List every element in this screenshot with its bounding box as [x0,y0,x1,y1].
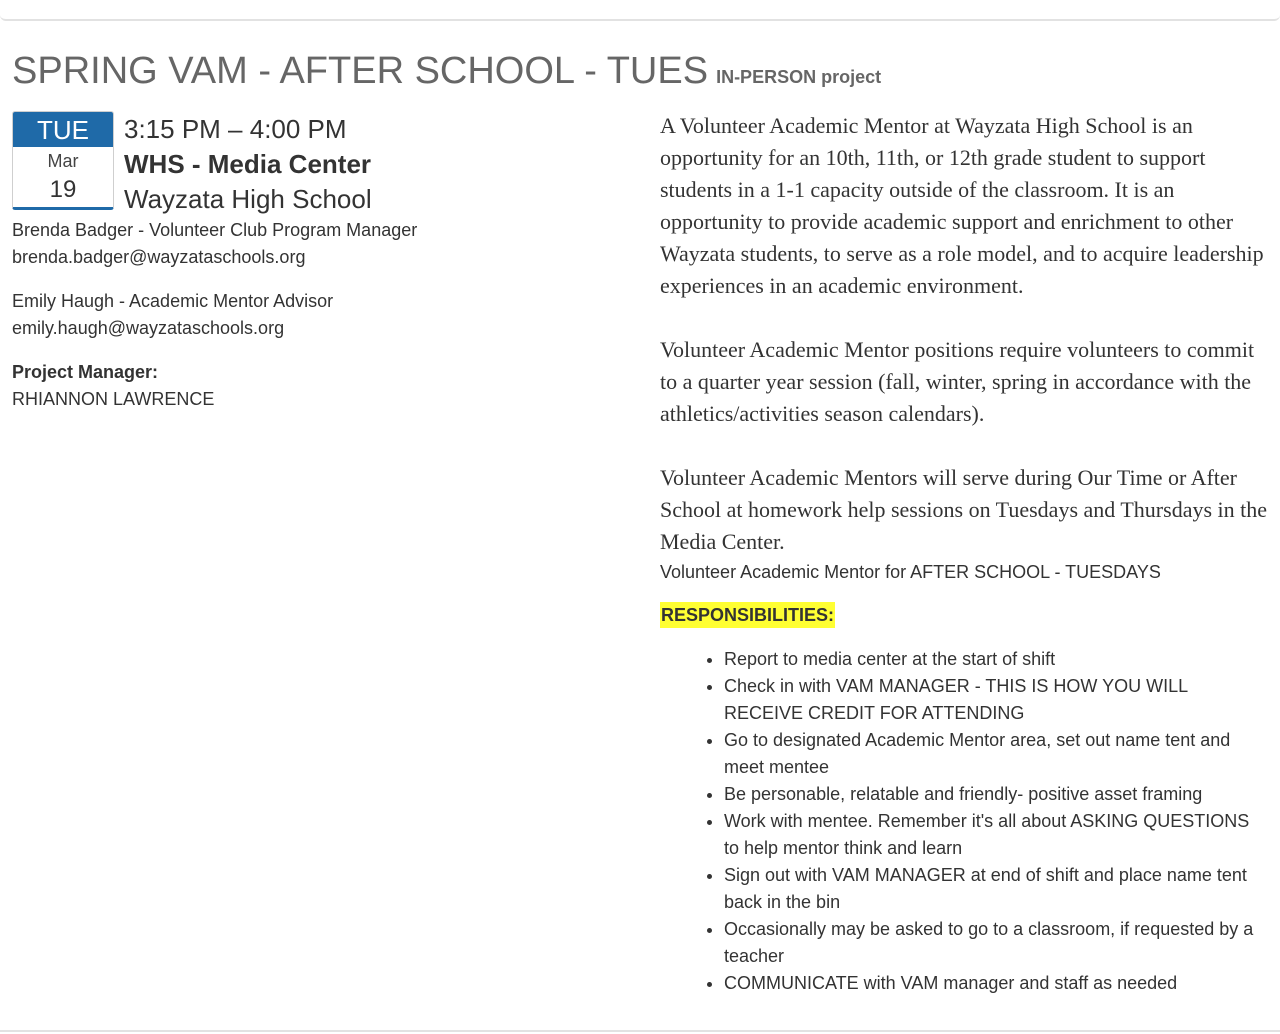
contact-block [12,217,417,271]
event-school: Wayzata High School [124,184,372,214]
list-item: • Occasionally may be asked to go to a classroom, if requested by a teacher [724,916,1260,970]
contact-block [12,288,417,342]
description-paragraph: Volunteer Academic Mentor positions require volunteers to commit to a quarter year session (fall, winter, spring in accordance with the athletics/activities season calendars). [660,337,1255,426]
list-item: • Report to media center at the start of shift [724,646,1260,673]
date-day-of-week: TUE [13,112,113,147]
event-location: WHS - Media Center [124,149,372,179]
role-line: Volunteer Academic Mentor for AFTER SCHOOL - TUESDAYS [660,562,1161,582]
contact-email: emily.haugh@wayzataschools.org [12,318,285,338]
project-manager-block [12,359,417,413]
top-panel-edge [0,0,1280,21]
contact-email: brenda.badger@wayzataschools.org [12,247,306,267]
project-description [660,110,1270,558]
project-manager-name: RHIANNON LAWRENCE [12,389,215,409]
contacts-section [12,217,417,413]
responsibilities-list [660,646,1260,997]
event-time: 3:15 PM – 4:00 PM [124,114,347,144]
responsibilities-heading: RESPONSIBILITIES: [660,602,835,628]
event-info [124,112,372,216]
contact-name: Brenda Badger - Volunteer Club Program Manager [12,220,418,240]
title-row [12,50,881,93]
list-item: • Be personable, relatable and friendly- positive asset framing [724,781,1260,808]
date-month: Mar [47,151,79,171]
date-calendar-badge [12,111,114,210]
list-item: • Check in with VAM MANAGER - THIS IS HOW YOU WILL RECEIVE CREDIT FOR ATTENDING [724,673,1260,727]
contact-name: Emily Haugh - Academic Mentor Advisor [12,291,334,311]
list-item: • Go to designated Academic Mentor area, set out name tent and meet mentee [724,727,1260,781]
project-manager-label: Project Manager: [12,362,159,382]
list-item: • Sign out with VAM MANAGER at end of shift and place name tent back in the bin [724,862,1260,916]
date-day: 19 [49,176,77,203]
list-item: • Work with mentee. Remember it's all about ASKING QUESTIONS to help mentor think and learn [724,808,1260,862]
description-paragraph: Volunteer Academic Mentors will serve during Our Time or After School at homework help sessions on Tuesdays and Thursdays in the Media Center. [660,465,1268,554]
list-item: • COMMUNICATE with VAM manager and staff as needed [724,970,1260,997]
bottom-divider [0,1030,1280,1032]
project-title: SPRING VAM - AFTER SCHOOL - TUES [12,50,709,92]
project-type-badge: IN-PERSON project [716,67,882,87]
description-paragraph: A Volunteer Academic Mentor at Wayzata High School is an opportunity for an 10th, 11th, or 12th grade student to support students in a 1-1 capacity outside of the classroom. It is an opportunity to provide academic support and enrichment to other Wayzata students, to serve as a role model, and to acquire leadership experiences in an academic environment. [660,113,1264,298]
